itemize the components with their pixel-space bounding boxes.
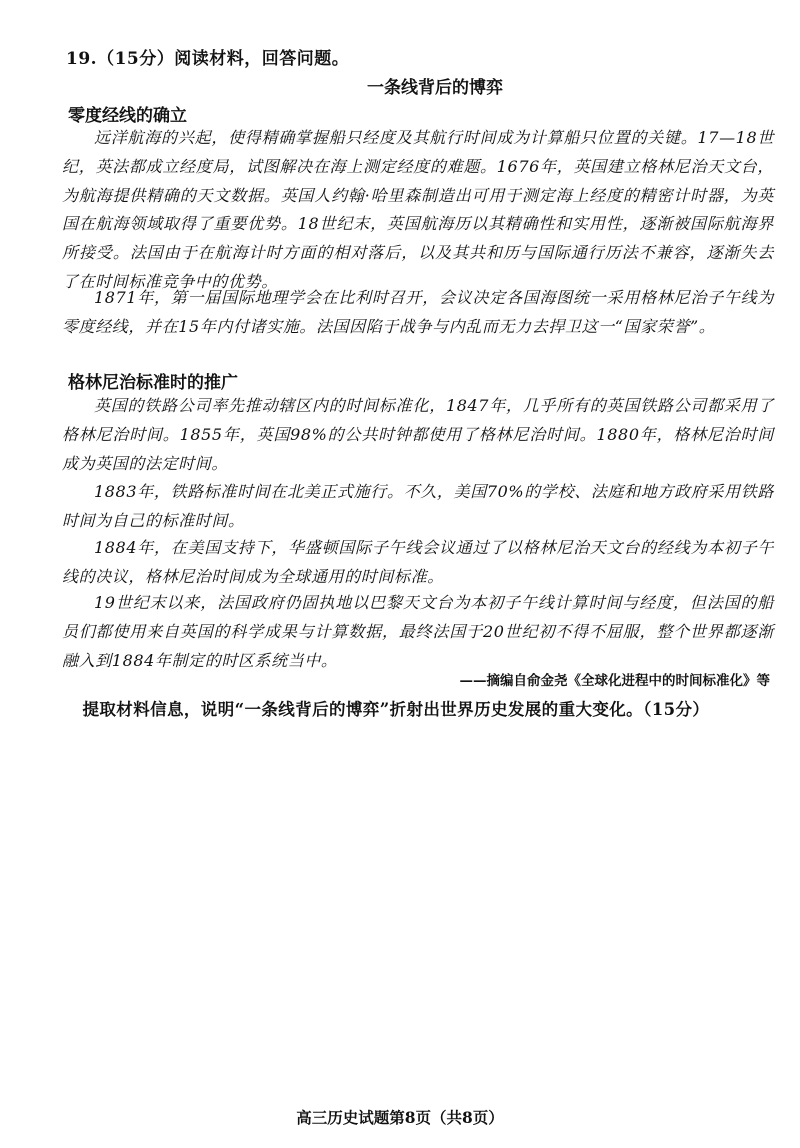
paragraph: 英国的铁路公司率先推动辖区内的时间标准化，1847年，几乎所有的英国铁路公司都采用了格林尼治时间。1855年，英国98%的公共时钟都使用了格林尼治时间。1880年，格林尼治时间成为英国的法定时间。 bbox=[62, 396, 774, 473]
section-heading-gmt-promotion: 格林尼治标准时的推广 bbox=[68, 373, 238, 393]
paragraph: 19世纪末以来，法国政府仍固执地以巴黎天文台为本初子午线计算时间与经度，但法国的船员们都使用来自英国的科学成果与计算数据，最终法国于20世纪初不得不屈服，整个世界都逐渐融入到1884年制定的时区系统当中。 bbox=[62, 593, 774, 670]
material-title: 一条线背后的博弈 bbox=[367, 78, 503, 98]
question-prompt: 提取材料信息，说明“一条线背后的博弈”折射出世界历史发展的重大变化。（15分） bbox=[82, 700, 710, 719]
paragraph: 1883年，铁路标准时间在北美正式施行。不久，美国70%的学校、法庭和地方政府采用铁路时间为自己的标准时间。 bbox=[62, 482, 774, 530]
paragraph: 远洋航海的兴起，使得精确掌握船只经度及其航行时间成为计算船只位置的关键。17—18世纪，英法都成立经度局，试图解决在海上测定经度的难题。1676年，英国建立格林尼治天文台，为航海提供精确的天文数据。英国人约翰·哈里森制造出可用于测定海上经度的精密计时器，为英国在航海领域取得了重要优势。18世纪末，英国航海历以其精确性和实用性，逐渐被国际航海界所接受。法国由于在航海计时方面的相对落后，以及其共和历与国际通行历法不兼容，逐渐失去了在时间标准竞争中的优势。 bbox=[62, 128, 774, 291]
paragraph: 1871年，第一届国际地理学会在比利时召开，会议决定各国海图统一采用格林尼治子午线为零度经线，并在15年内付诸实施。法国因陷于战争与内乱而无力去捍卫这一“国家荣誉”。 bbox=[62, 288, 774, 336]
page-footer: 高三历史试题第8页（共8页） bbox=[296, 1108, 504, 1127]
section-heading-zero-meridian: 零度经线的确立 bbox=[68, 106, 187, 126]
source-citation: ——摘编自俞金尧《全球化进程中的时间标准化》等 bbox=[459, 673, 770, 689]
paragraph: 1884年，在美国支持下，华盛顿国际子午线会议通过了以格林尼治天文台的经线为本初子午线的决议，格林尼治时间成为全球通用的时间标准。 bbox=[62, 538, 774, 586]
question-header: 19.（15分）阅读材料，回答问题。 bbox=[66, 49, 350, 69]
